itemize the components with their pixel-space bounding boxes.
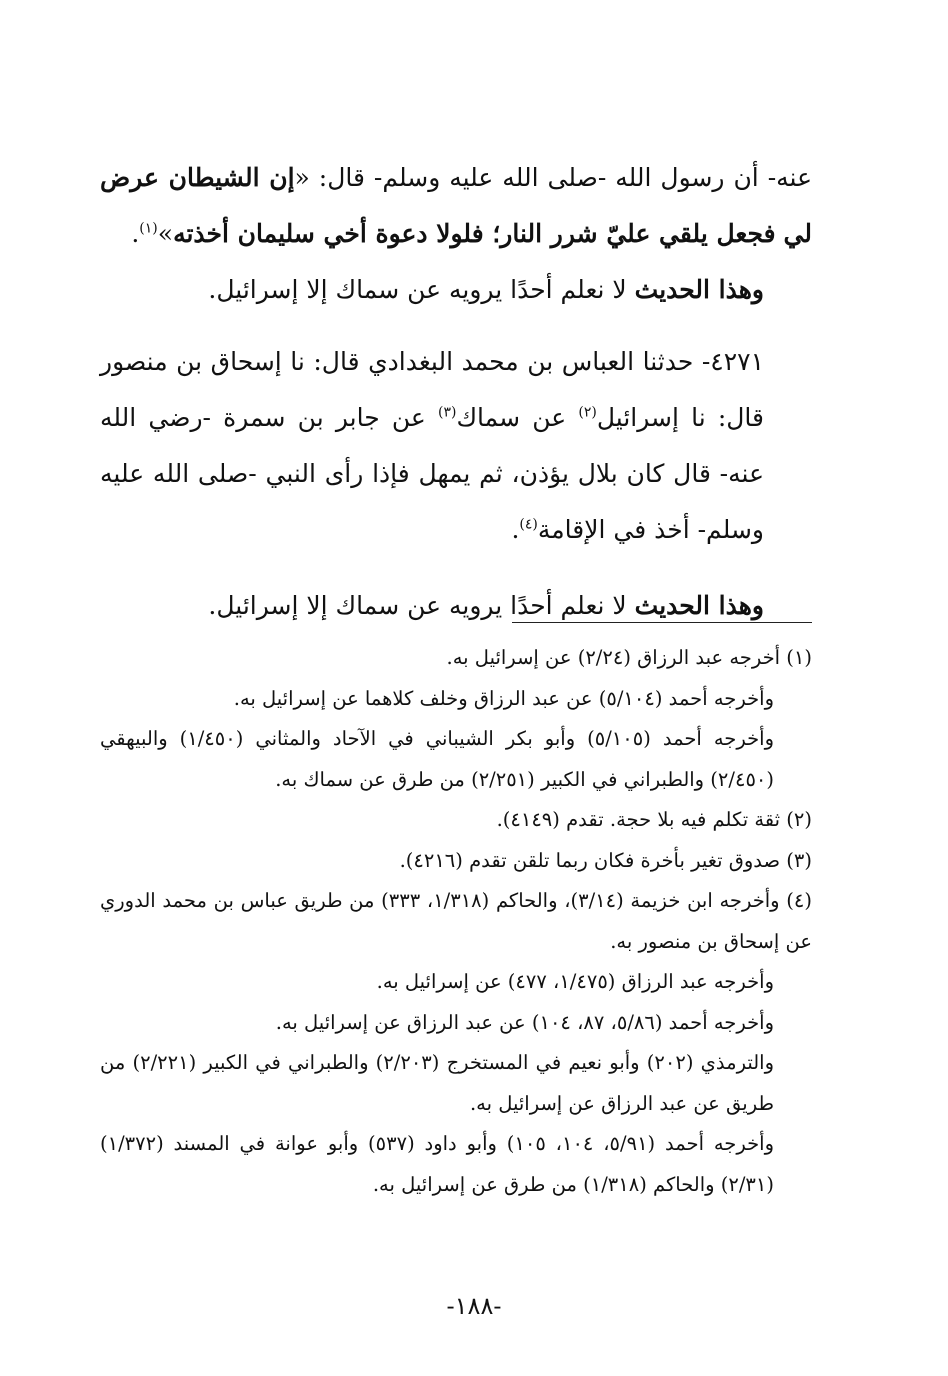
footnote-4-cont: وأخرجه أحمد (٥/٩١، ١٠٤، ١٠٥) وأبو داود (٥٣٧) وأبو عوانة في المسند (١/٣٧٢) (٢/٣١) والحاكم (١/٣١٨) من طرق عن إسرائيل به.	[100, 1132, 774, 1196]
main-text	[100, 150, 812, 634]
footnote-1: (١) أخرجه عبد الرزاق (٢/٢٤) عن إسرائيل به.	[446, 646, 812, 669]
commentary-2	[100, 578, 812, 634]
hadith-quote-bold: إن الشيطان عرض لي	[100, 163, 812, 248]
footnote-3: (٣) صدوق تغير بأخرة فكان ربما تلقن تقدم (٤٢١٦).	[399, 848, 812, 872]
commentary-bold: وهذا الحديث	[634, 275, 764, 304]
footnote-1-cont: وأخرجه أحمد (٥/١٠٥) وأبو بكر الشيباني في الآحاد والمثاني (١/٤٥٠) والبيهقي (٢/٤٥٠) والطبراني في الكبير (٢/٢٥١) من طرق عن سماك به.	[100, 727, 774, 791]
footnote-ref-1: (١)	[139, 220, 158, 237]
hadith-4271	[100, 334, 812, 558]
isnad-text: ٤٢٧١- حدثنا العباس بن محمد البغدادي قال: نا إسحاق بن منصور قال: نا إسرائيل	[100, 347, 765, 432]
commentary-text: لا نعلم أحدًا يرويه عن سماك إلا إسرائيل.	[208, 591, 635, 620]
commentary-1	[100, 262, 812, 318]
isnad-text-2: عن سماك	[456, 403, 579, 432]
footnote-4: (٤) وأخرجه ابن خزيمة (٣/١٤)، والحاكم (١/٣١٨، ٣٣٣) من طريق عباس بن محمد الدوري عن إسحاق بن منصور به.	[100, 889, 812, 953]
matn-text: عن جابر بن سمرة -رضي الله عنه- قال كان بلال يؤذن، ثم يمهل فإذا رأى النبي -صلى الله عليه وسلم- أخذ في الإقامة	[100, 403, 764, 544]
page-number: -١٨٨-	[446, 1292, 502, 1320]
footnotes	[100, 638, 812, 1205]
footnote-2: (٢) ثقة تكلم فيه بلا حجة. تقدم (٤١٤٩).	[496, 808, 812, 831]
footnote-ref-2: (٢)	[578, 404, 597, 421]
quote-close: »	[157, 219, 174, 248]
footnote-1-cont: وأخرجه أحمد (٥/١٠٤) عن عبد الرزاق وخلف كلاهما عن إسرائيل به.	[233, 686, 774, 710]
period: .	[131, 219, 140, 248]
footnote-4-cont: وأخرجه عبد الرزاق (١/٤٧٥، ٤٧٧) عن إسرائيل به.	[376, 970, 774, 993]
book-page	[100, 0, 812, 1376]
commentary-text: لا نعلم أحدًا يرويه عن سماك إلا إسرائيل.	[208, 275, 635, 304]
hadith-quote-bold-2: فجعل يلقي عليّ شرر النار؛ فلولا دعوة أخي سليمان أخذته	[173, 219, 776, 248]
period: .	[511, 515, 520, 544]
footnote-ref-3: (٣)	[437, 404, 457, 421]
footnote-ref-4: (٤)	[519, 516, 538, 533]
footnote-separator	[512, 622, 812, 623]
hadith-continuation	[100, 150, 812, 262]
commentary-bold: وهذا الحديث	[634, 591, 764, 620]
narration-text: عنه- أن رسول الله -صلى الله عليه وسلم- قال: «	[294, 163, 813, 192]
footnote-4-cont: والترمذي (٢٠٢) وأبو نعيم في المستخرج (٢/٢٠٣) والطبراني في الكبير (٢/٢٢١) من طريق عن عبد الرزاق عن إسرائيل به.	[100, 1051, 774, 1115]
footnote-4-cont: وأخرجه أحمد (٥/٨٦، ٨٧، ١٠٤) عن عبد الرزاق عن إسرائيل به.	[275, 1010, 774, 1034]
